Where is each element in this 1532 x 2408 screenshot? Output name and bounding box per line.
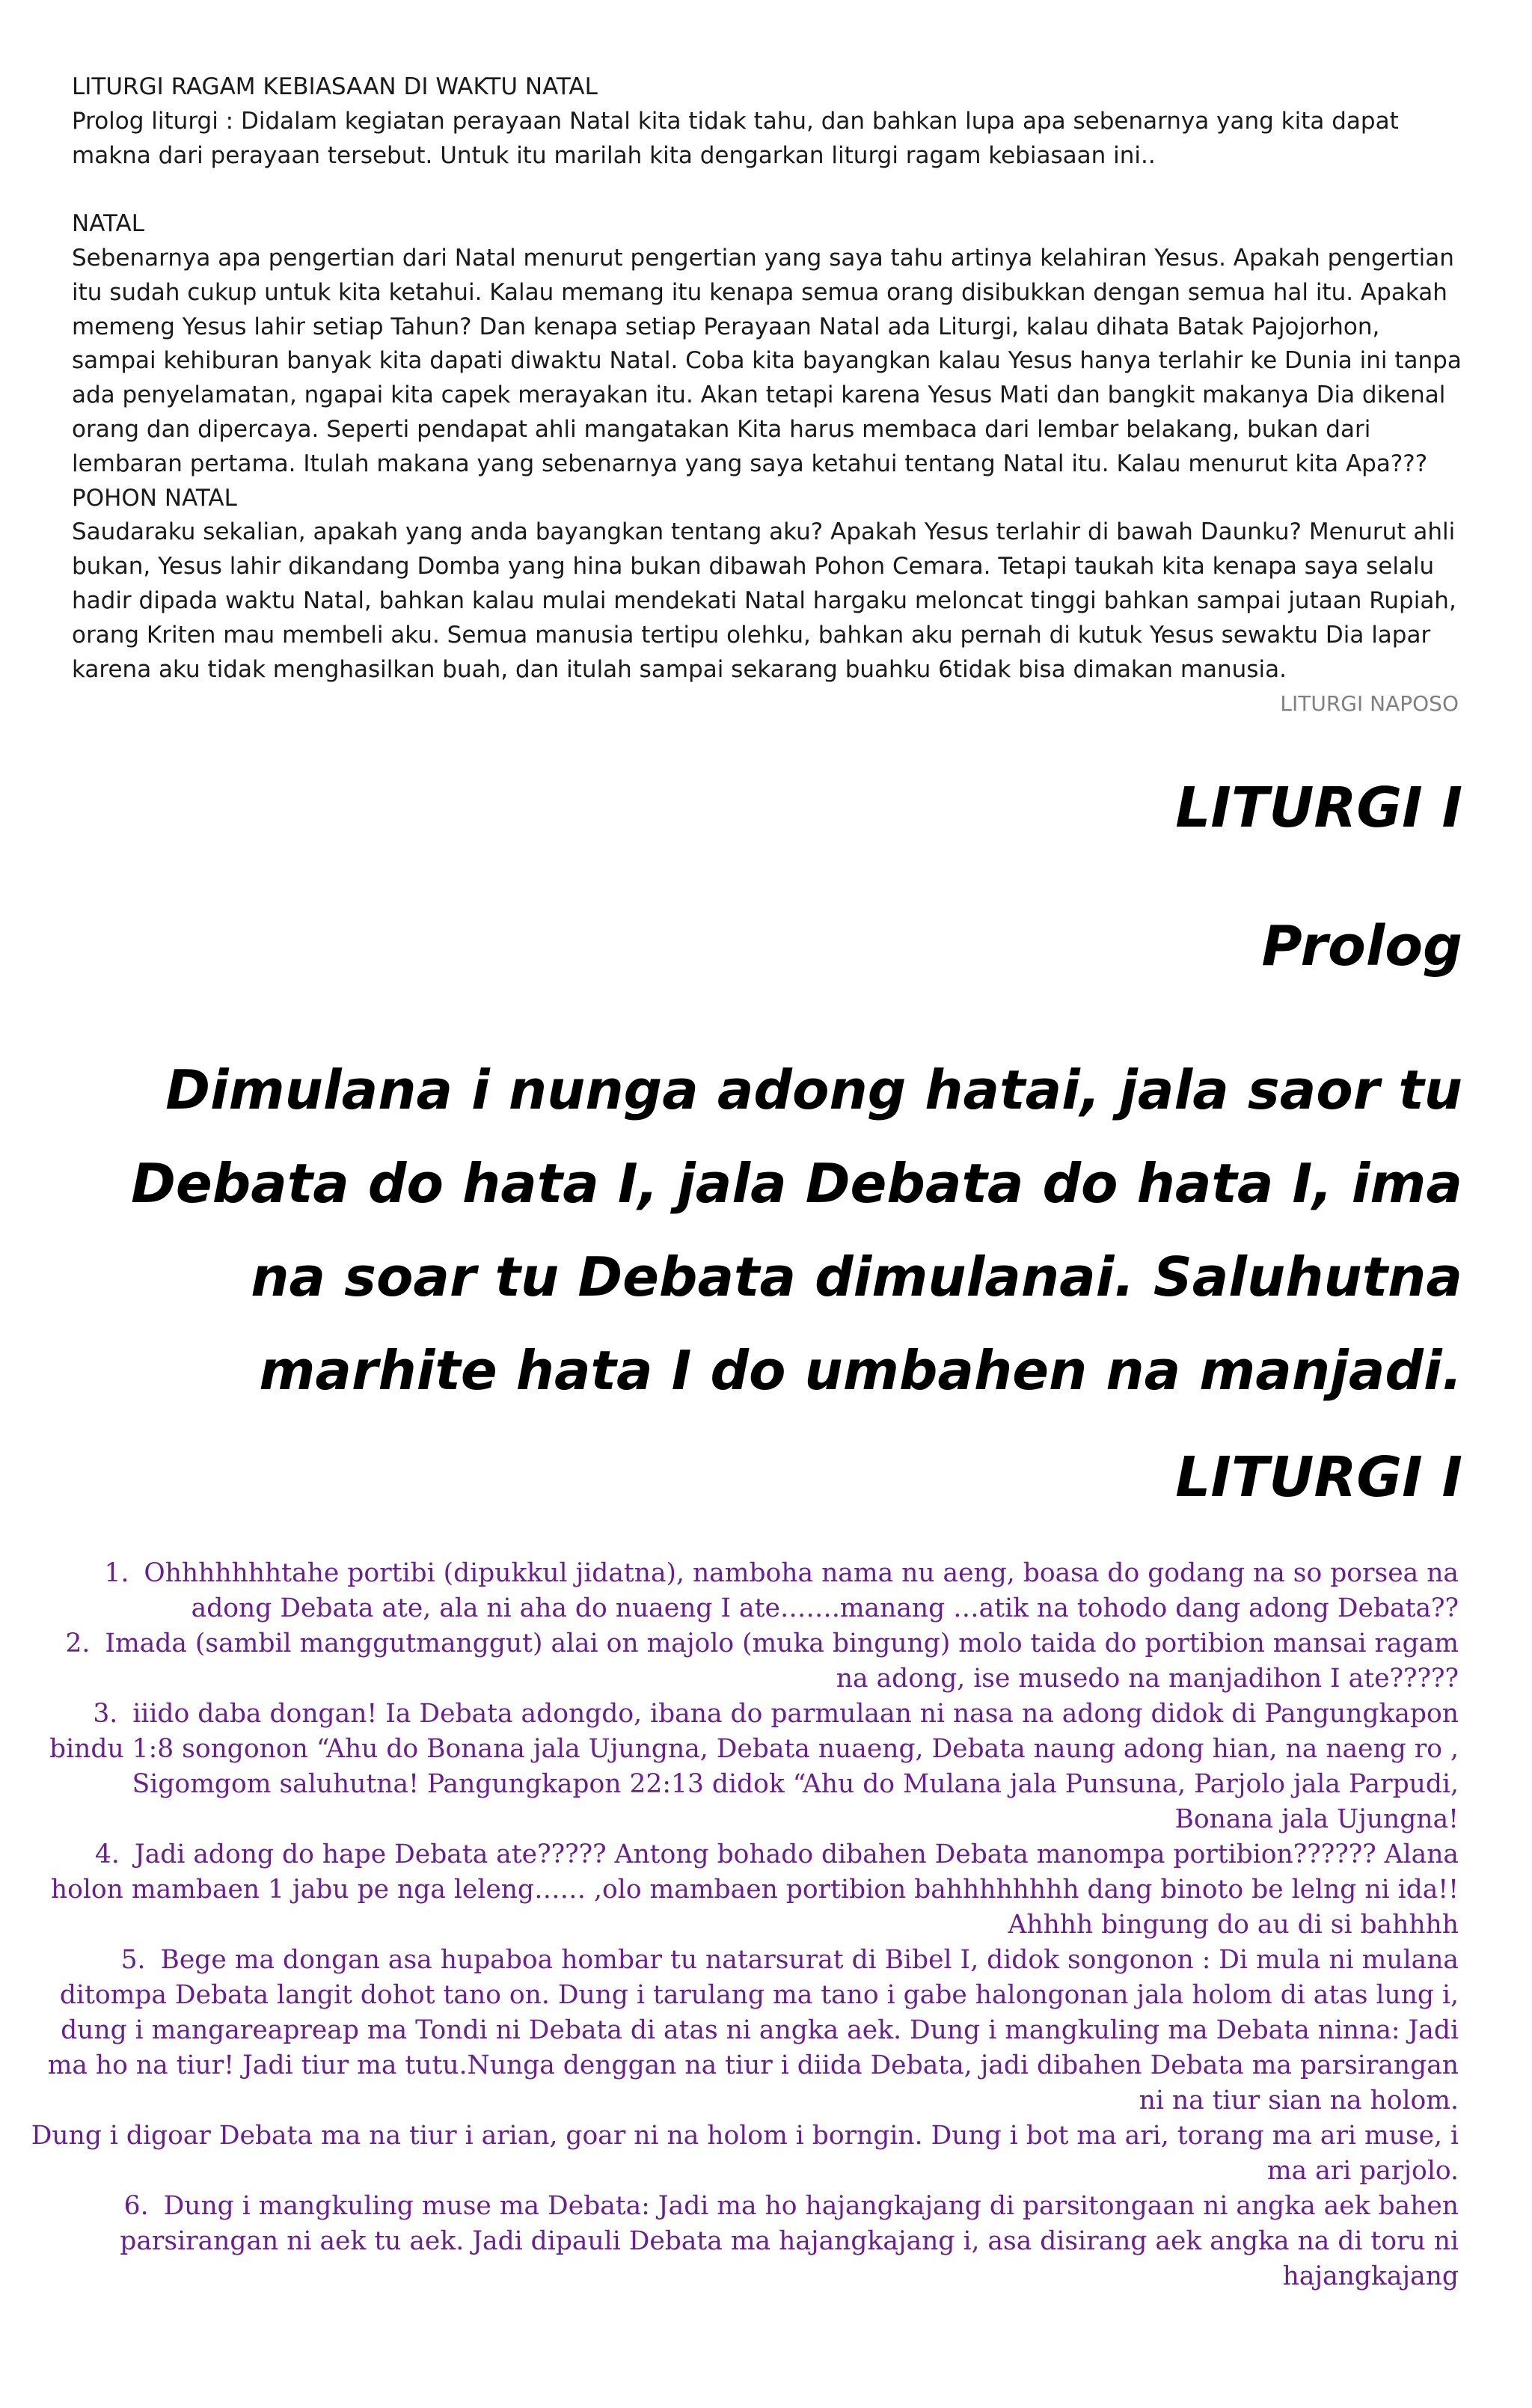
natal-heading: NATAL bbox=[72, 210, 144, 238]
list-item-text: Jadi adong do hape Debata ate????? Antong bohado dibahen Debata manompa portibion?????? Alana holon mambaen 1 jabu pe nga leleng…… ,olo mambaen portibion bahhhhhhhh dang binoto be lelng ni ida!! Ahhhh bingung do au di si bahhhh bbox=[50, 1839, 1459, 1940]
pohon-natal-paragraph: Saudaraku sekalian, apakah yang anda bayangkan tentang aku? Apakah Yesus terlahir di bawah Daunku? Menurut ahli bukan, Yesus lahir dikandang Domba yang hina bukan dibawah Pohon Cemara. Tetapi taukah kita kenapa saya selalu hadir dipada waktu Natal, bahkan kalau mulai mendekati Natal hargaku meloncat tinggi bahkan sampai jutaan Rupiah, orang Kriten mau membeli aku. Semua manusia tertipu olehku, bahkan aku pernah di kutuk Yesus sewaktu Dia lapar karena aku tidak menghasilkan buah, dan itulah sampai sekarang buahku 6tidak bisa dimakan manusia. bbox=[72, 518, 1456, 683]
list-item-text: Bege ma dongan asa hupaboa hombar tu natarsurat di Bibel I, didok songonon : Di mula ni mulana ditompa Debata langit dohot tano on. Dung i tarulang ma tano i gabe halongonan jala holom di atas lung i, dung i mangareapreap ma Tondi ni Debata di atas ni angka aek. Dung i mangkuling ma Debata ninna: Jadi ma ho na tiur! Jadi tiur ma tutu.Nunga denggan na tiur i diida Debata, jadi dibahen Debata ma parsirangan ni na tiur sian na holom. bbox=[47, 1945, 1459, 2116]
document-title: LITURGI RAGAM KEBIASAAN DI WAKTU NATAL bbox=[72, 73, 598, 100]
signature-label: LITURGI NAPOSO bbox=[1280, 691, 1459, 717]
list-item-number: 1. bbox=[104, 1558, 129, 1588]
liturgy-heading: LITURGI I bbox=[1175, 776, 1462, 840]
list-item-text: Imada (sambil manggutmanggut) alai on majolo (muka bingung) molo taida do portibion mansai ragam na adong, ise musedo na manjadihon I ate????? bbox=[105, 1629, 1459, 1694]
liturgy-heading-block bbox=[90, 771, 1462, 1575]
liturgy-heading-repeat: LITURGI I bbox=[1175, 1445, 1462, 1510]
natal-paragraph: Sebenarnya apa pengertian dari Natal menurut pengertian yang saya tahu artinya kelahiran Yesus. Apakah pengertian itu sudah cukup untuk kita ketahui. Kalau memang itu kenapa semua orang disibukkan dengan semua hal itu. Apakah memeng Yesus lahir setiap Tahun? Dan kenapa setiap Perayaan Natal ada Liturgi, kalau dihata Batak Pajojorhon, sampai kehiburan banyak kita dapati diwaktu Natal. Coba kita bayangkan kalau Yesus hanya terlahir ke Dunia ini tanpa ada penyelamatan, ngapai kita capek merayakan itu. Akan tetapi karena Yesus Mati dan bangkit makanya Dia dikenal orang dan dipercaya. Seperti pendapat ahli mangatakan Kita harus membaca dari lembar belakang, bukan dari lembaran pertama. Itulah makana yang sebenarnya yang saya ketahui tentang Natal itu. Kalau menurut kita Apa??? bbox=[72, 244, 1462, 477]
prolog-verse: Dimulana i nunga adong hatai, jala saor tu Debata do hata I, jala Debata do hata I, ima na soar tu Debata dimulanai. Saluhutna marhite hata I do umbahen na manjadi. bbox=[131, 1059, 1462, 1402]
list-item bbox=[30, 1556, 1459, 1626]
paragraph-spacer bbox=[72, 173, 1465, 207]
list-item-number: 6. bbox=[123, 2191, 149, 2221]
list-item bbox=[30, 2189, 1459, 2294]
prolog-paragraph: Prolog liturgi : Didalam kegiatan perayaan Natal kita tidak tahu, dan bahkan lupa apa sebenarnya yang kita dapat makna dari perayaan tersebut. Untuk itu marilah kita dengarkan liturgi ragam kebiasaan ini.. bbox=[72, 107, 1399, 169]
list-item-number: 2. bbox=[65, 1629, 91, 1658]
list-item bbox=[30, 1943, 1459, 2119]
list-item-text: Dung i mangkuling muse ma Debata: Jadi ma ho hajangkajang di parsitongaan ni angka aek bahen parsirangan ni aek tu aek. Jadi dipauli Debata ma hajangkajang i, asa disirang aek angka na di toru ni hajangkajang bbox=[120, 2191, 1459, 2291]
prolog-heading: Prolog bbox=[1261, 914, 1462, 978]
list-item-text: Ohhhhhhhtahe portibi (dipukkul jidatna), namboha nama nu aeng, boasa do godang na so porsea na adong Debata ate, ala ni aha do nuaeng I ate…….manang …atik na tohodo dang adong Debata?? bbox=[144, 1558, 1459, 1623]
pohon-natal-heading: POHON NATAL bbox=[72, 484, 237, 512]
list-item-continuation bbox=[30, 2119, 1459, 2189]
list-item bbox=[30, 1837, 1459, 1943]
list-item-number: 4. bbox=[94, 1839, 120, 1869]
list-item bbox=[30, 1626, 1459, 1697]
list-item-number: 3. bbox=[93, 1699, 118, 1729]
list-item bbox=[30, 1697, 1459, 1837]
intro-text-block bbox=[72, 70, 1465, 721]
liturgy-list bbox=[30, 1556, 1459, 2294]
list-item-text: iiido daba dongan! Ia Debata adongdo, ibana do parmulaan ni nasa na adong didok di Pangungkapon bindu 1:8 songonon “Ahu do Bonana jala Ujungna, Debata nuaeng, Debata naung adong hian, na naeng ro , Sigomgom saluhutna! Pangungkapon 22:13 didok “Ahu do Mulana jala Punsuna, Parjolo jala Parpudi, Bonana jala Ujungna! bbox=[49, 1699, 1459, 1834]
list-item-number: 5. bbox=[120, 1945, 146, 1975]
list-item-text: Dung i digoar Debata ma na tiur i arian, goar ni na holom i borngin. Dung i bot ma ari, torang ma ari muse, i ma ari parjolo. bbox=[31, 2121, 1459, 2186]
